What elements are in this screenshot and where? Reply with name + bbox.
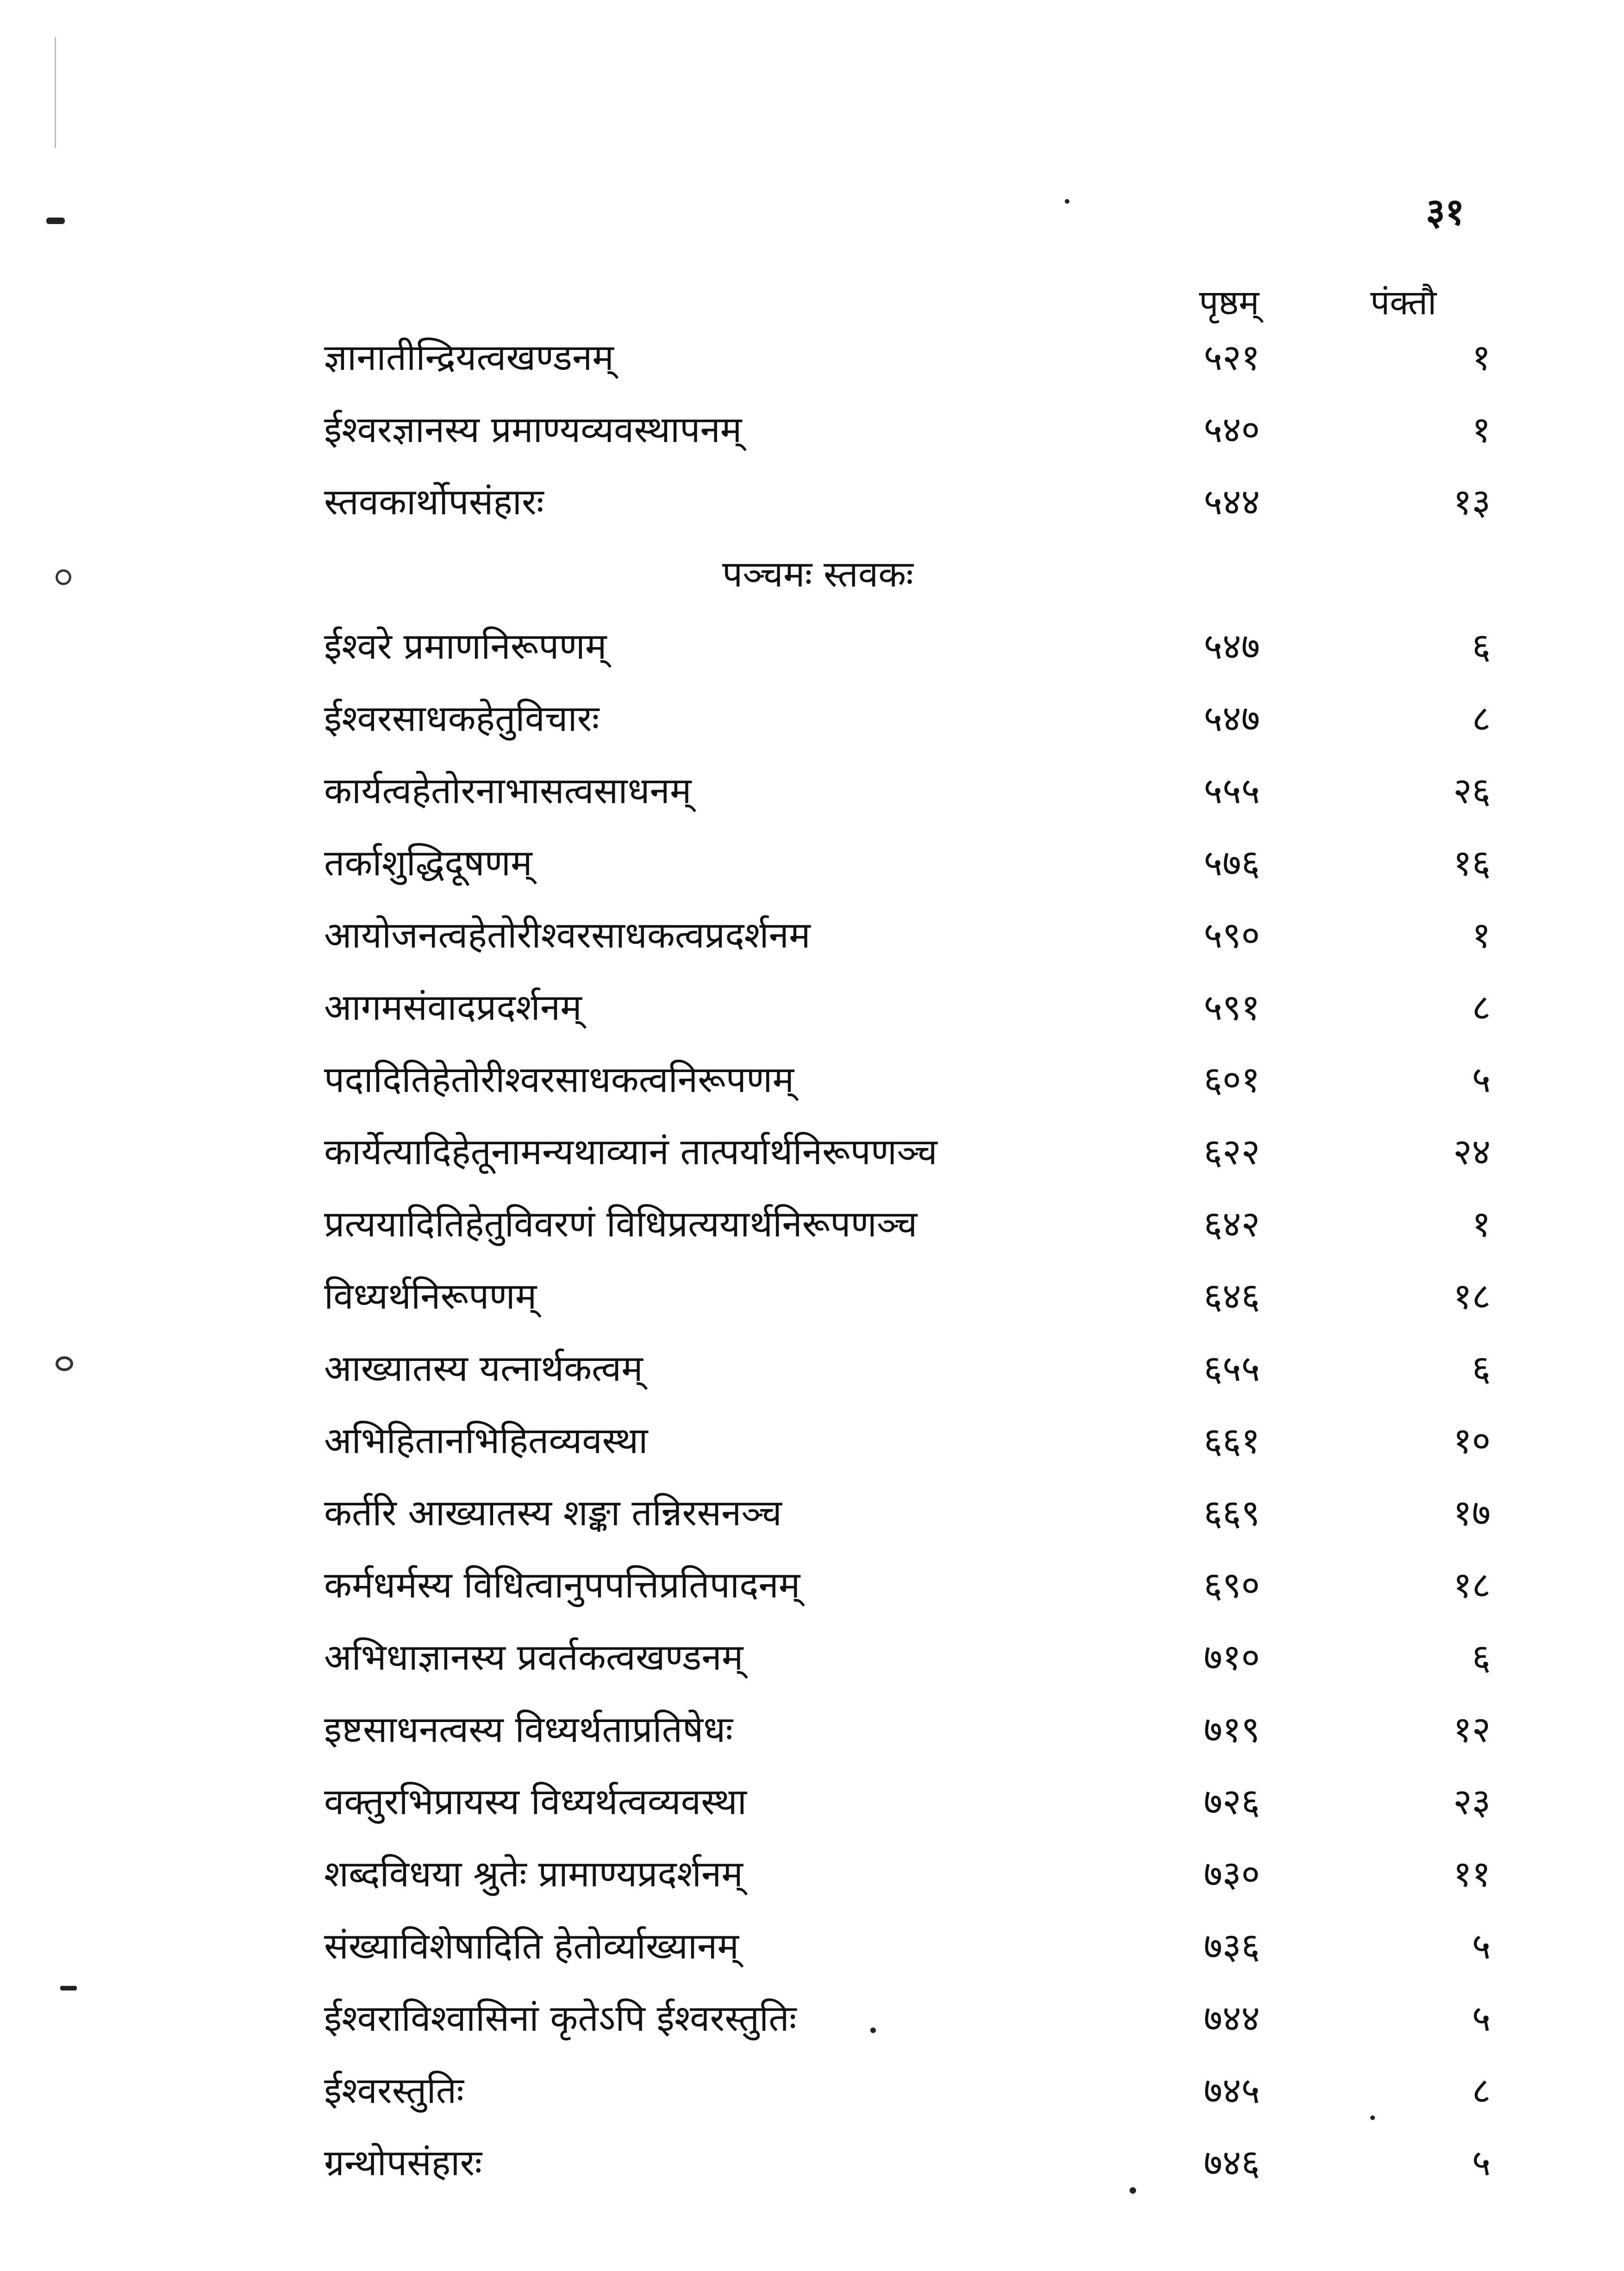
entry-title: स्तवकार्थोपसंहारः (324, 481, 544, 523)
entry-line: २६ (1453, 770, 1491, 812)
toc-entry (306, 394, 1491, 466)
entry-line: १७ (1453, 1492, 1491, 1534)
toc-entry (306, 1694, 1491, 1766)
entry-title: विध्यर्थनिरूपणम् (324, 1276, 537, 1317)
entry-title: अभिहितानभिहितव्यवस्था (324, 1420, 648, 1462)
entry-title: संख्याविशेषादिति हेतोर्व्याख्यानम् (324, 1926, 739, 1967)
toc-entry (306, 1260, 1491, 1333)
toc-entry (306, 972, 1491, 1044)
entry-title: ग्रन्थोपसंहारः (324, 2142, 482, 2184)
entry-title: कार्यत्वहेतोरनाभासत्वसाधनम् (324, 770, 692, 812)
entry-title: अभिधाज्ञानस्य प्रवर्तकत्वखण्डनम् (324, 1637, 743, 1678)
entry-page: ७४४ (1204, 1998, 1260, 2040)
entry-title: ईश्वरसाधकहेतुविचारः (324, 698, 600, 740)
entry-page: ७१९ (1204, 1709, 1260, 1751)
entry-page: ५९० (1204, 915, 1260, 956)
entry-page: ५४७ (1204, 626, 1260, 668)
entry-line: ५ (1472, 1059, 1491, 1101)
entry-page: ७४६ (1204, 2142, 1260, 2184)
scan-speck (46, 218, 65, 224)
entry-page: ५४४ (1204, 481, 1260, 523)
entry-title: आख्यातस्य यत्नार्थकत्वम् (324, 1348, 643, 1390)
entry-title: वक्तुरभिप्रायस्य विध्यर्थत्वव्यवस्था (324, 1781, 747, 1823)
toc-entry (306, 1766, 1491, 1838)
entry-page: ६९० (1204, 1565, 1260, 1606)
entry-page: ५९१ (1204, 987, 1260, 1029)
entry-page: ६६१ (1204, 1420, 1260, 1462)
entry-page: ५७६ (1204, 842, 1260, 884)
entry-page: ६४२ (1204, 1204, 1260, 1245)
entry-page: ५४० (1204, 409, 1260, 451)
toc-entry (306, 899, 1491, 972)
entry-line: ८ (1472, 698, 1491, 740)
entry-line: ८ (1472, 2070, 1491, 2112)
entry-line: ६ (1472, 1348, 1491, 1390)
toc-entry (306, 1188, 1491, 1260)
entry-page: ७३० (1204, 1853, 1260, 1895)
toc-entry (306, 1910, 1491, 1983)
entry-title: तर्काशुद्धिदूषणम् (324, 842, 532, 884)
entry-line: १ (1472, 915, 1491, 956)
entry-line: १८ (1453, 1276, 1491, 1317)
entry-line: १० (1453, 1420, 1491, 1462)
entry-title: आयोजनत्वहेतोरीश्वरसाधकत्वप्रदर्शनम (324, 915, 811, 956)
toc-entry (306, 827, 1491, 899)
toc-entry (306, 683, 1491, 755)
entry-page: ७४५ (1204, 2070, 1260, 2112)
entry-line: ६ (1472, 626, 1491, 668)
entry-line: १ (1472, 409, 1491, 451)
entry-page: ७१० (1204, 1637, 1260, 1678)
toc-entry (306, 466, 1491, 538)
toc-entry (306, 1044, 1491, 1116)
entry-title: इष्टसाधनत्वस्य विध्यर्थताप्रतिषेधः (324, 1709, 733, 1751)
entry-page: ७३६ (1204, 1926, 1260, 1967)
entry-page: ६६९ (1204, 1492, 1260, 1534)
entry-line: ५ (1472, 2142, 1491, 2184)
entry-page: ५२१ (1204, 337, 1260, 379)
entry-line: २३ (1453, 1781, 1491, 1823)
entry-line: ८ (1472, 987, 1491, 1029)
toc-entry (306, 611, 1491, 683)
toc-entry (306, 1116, 1491, 1188)
entry-line: २४ (1453, 1131, 1491, 1173)
entry-title: ज्ञानातीन्द्रियत्वखण्डनम् (324, 337, 614, 379)
entry-line: १३ (1453, 481, 1491, 523)
column-header-page: पृष्ठम् (1199, 283, 1259, 323)
scan-speck (56, 1356, 73, 1371)
toc-entry (306, 322, 1491, 394)
entry-title: ईश्वरज्ञानस्य प्रमाण्यव्यवस्थापनम् (324, 409, 742, 451)
table-of-contents (306, 322, 1491, 2199)
entry-line: ६ (1472, 1637, 1491, 1678)
margin-scan-line (55, 37, 56, 148)
toc-entry (306, 1477, 1491, 1549)
entry-title: प्रत्ययादितिहेतुविवरणं विधिप्रत्ययार्थनिरूपणञ्च (324, 1204, 918, 1245)
toc-entry (306, 1333, 1491, 1405)
entry-title: ईश्वराविश्वासिनां कृतेऽपि ईश्वरस्तुतिः (324, 1998, 797, 2040)
scan-speck (60, 1986, 77, 1990)
entry-line: १६ (1453, 842, 1491, 884)
toc-entry (306, 1838, 1491, 1910)
entry-title: ईश्वरे प्रमाणनिरूपणम् (324, 626, 607, 668)
entry-title: कर्तरि आख्यातस्य शङ्का तन्निरसनञ्च (324, 1492, 782, 1534)
entry-line: १ (1472, 337, 1491, 379)
toc-entry (306, 755, 1491, 827)
scan-speck (1065, 199, 1069, 204)
scan-speck (56, 569, 71, 585)
column-header-line: पंक्तौ (1370, 283, 1437, 323)
entry-line: १८ (1453, 1565, 1491, 1606)
entry-page: ५५५ (1204, 770, 1260, 812)
entry-title: आगमसंवादप्रदर्शनम् (324, 987, 582, 1029)
section-heading (306, 538, 1491, 611)
entry-page: ५४७ (1204, 698, 1260, 740)
entry-title: ईश्वरस्तुतिः (324, 2070, 464, 2112)
entry-title: शब्दविधया श्रुतेः प्रामाण्यप्रदर्शनम् (324, 1853, 743, 1895)
entry-line: ५ (1472, 1998, 1491, 2040)
entry-line: १२ (1453, 1709, 1491, 1751)
entry-page: ७२६ (1204, 1781, 1260, 1823)
entry-page: ६५५ (1204, 1348, 1260, 1390)
entry-line: ५ (1472, 1926, 1491, 1967)
entry-line: ११ (1453, 1853, 1491, 1895)
toc-entry (306, 1549, 1491, 1622)
entry-page: ६२२ (1204, 1131, 1260, 1173)
entry-line: १ (1472, 1204, 1491, 1245)
entry-title: कार्येत्यादिहेतूनामन्यथाव्यानं तात्पर्यार्थनिरूपणञ्च (324, 1131, 937, 1173)
toc-entry (306, 2127, 1491, 2199)
toc-entry (306, 2055, 1491, 2127)
toc-entry (306, 1405, 1491, 1477)
page-number: ३१ (1426, 190, 1465, 233)
entry-page: ६४६ (1204, 1276, 1260, 1317)
entry-title: कर्मधर्मस्य विधित्वानुपपत्तिप्रतिपादनम् (324, 1565, 800, 1606)
section-title: पञ्चमः स्तवकः (722, 554, 913, 595)
toc-entry (306, 1622, 1491, 1694)
entry-title: पदादितिहेतोरीश्वरसाधकत्वनिरूपणम् (324, 1059, 794, 1101)
entry-page: ६०१ (1204, 1059, 1260, 1101)
toc-entry (306, 1983, 1491, 2055)
